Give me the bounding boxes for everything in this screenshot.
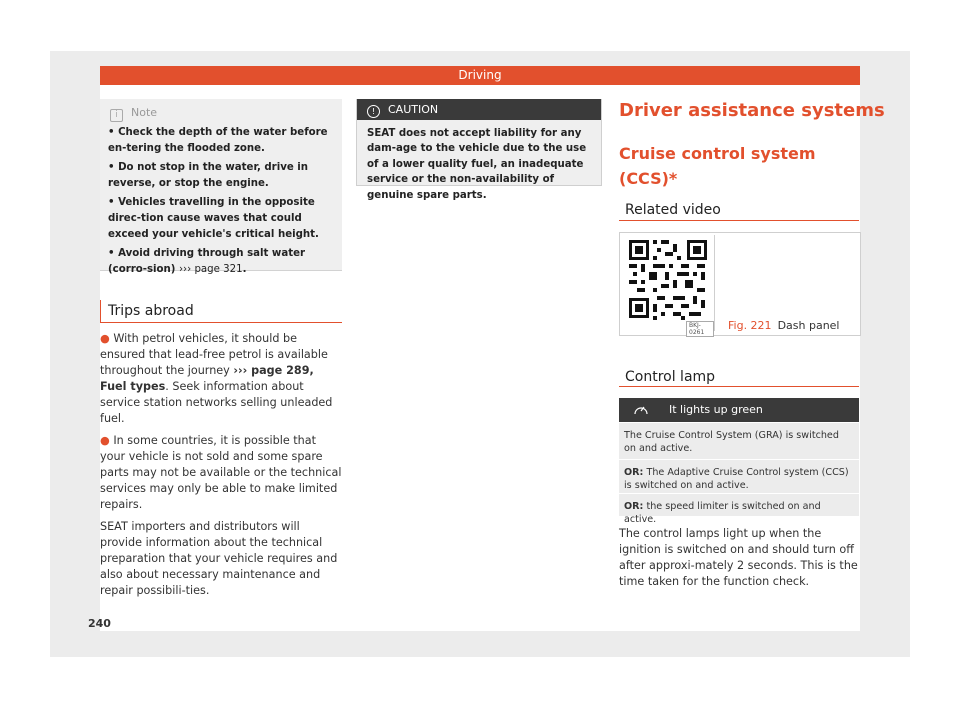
lamp-state: It lights up green bbox=[669, 403, 763, 416]
caution-text: SEAT does not accept liability for any dam-age to the vehicle due to the use of a lower quality fuel, an inadequate service or the non-availability of genuine spare parts. bbox=[367, 128, 587, 201]
section-title: Driver assistance systems bbox=[619, 100, 885, 121]
lamp-row: OR: The Adaptive Cruise Control system (CCS) is switched on and active. bbox=[619, 460, 859, 493]
trips-paragraph-3: SEAT importers and distributors will provide information about the technical preparation that your vehicle requires and also about necessary maintenance and repair possibili-ties. bbox=[100, 520, 338, 597]
note-list bbox=[108, 125, 334, 281]
caution-box bbox=[356, 99, 602, 201]
lamp-table-header bbox=[619, 398, 859, 422]
figure-number: Fig. 221 bbox=[728, 319, 772, 332]
note-box bbox=[100, 99, 342, 275]
note-item: • Check the depth of the water before en-tering the flooded zone. bbox=[108, 127, 328, 154]
control-lamp-rule bbox=[619, 386, 859, 387]
note-page-link[interactable]: ››› page 321 bbox=[178, 263, 243, 275]
figure-caption bbox=[728, 319, 840, 332]
qr-code-label: BKJ-0261 bbox=[686, 321, 714, 337]
note-label: Note bbox=[131, 106, 158, 119]
control-lamp-text: The control lamps light up when the ignition is switched on and should turn off after approxi-mately 2 seconds. This is the time taken for the function check. bbox=[619, 527, 858, 588]
trips-heading-rule bbox=[100, 322, 342, 323]
speedometer-icon bbox=[633, 403, 649, 417]
figure-box bbox=[619, 232, 861, 336]
qr-code[interactable] bbox=[622, 235, 715, 336]
trips-paragraph-1: ● With petrol vehicles, it should be ensured that lead-free petrol is available throughout the journey ››› page 289, Fuel types. Seek information about service station networks selling unleaded fuel. bbox=[100, 332, 333, 425]
lamp-row: OR: the speed limiter is switched on and active. bbox=[619, 494, 859, 516]
control-lamp-heading: Control lamp bbox=[625, 369, 716, 385]
note-heading bbox=[110, 106, 157, 122]
figure-caption-text: Dash panel bbox=[777, 319, 840, 332]
trips-paragraph-2: ● In some countries, it is possible that your vehicle is not sold and some spare parts may not be available or the technical services may only be able to make limited repairs. bbox=[100, 434, 342, 511]
caution-heading: ! CAUTION bbox=[357, 99, 601, 120]
fuel-types-link[interactable]: ››› page 289, Fuel types bbox=[100, 364, 314, 393]
caution-icon: ! bbox=[367, 105, 380, 118]
trips-heading: Trips abroad bbox=[108, 303, 194, 319]
section-header: Driving bbox=[100, 66, 860, 85]
note-item: • Do not stop in the water, drive in reverse, or stop the engine. bbox=[108, 162, 309, 189]
info-icon: i bbox=[110, 109, 123, 122]
subsection-title: Cruise control system (CCS)* bbox=[619, 144, 816, 188]
page-number: 240 bbox=[88, 617, 111, 630]
related-video-rule bbox=[619, 220, 859, 221]
related-video-heading: Related video bbox=[625, 202, 721, 218]
trips-body bbox=[100, 331, 344, 605]
note-item: • Vehicles travelling in the opposite direc-tion cause waves that could exceed your vehicle's critical height. bbox=[108, 197, 319, 240]
lamp-row: The Cruise Control System (GRA) is switched on and active. bbox=[619, 423, 859, 459]
trips-heading-marker bbox=[100, 300, 101, 322]
note-item: • Avoid driving through salt water (corro-sion) ››› page 321. bbox=[108, 248, 306, 275]
